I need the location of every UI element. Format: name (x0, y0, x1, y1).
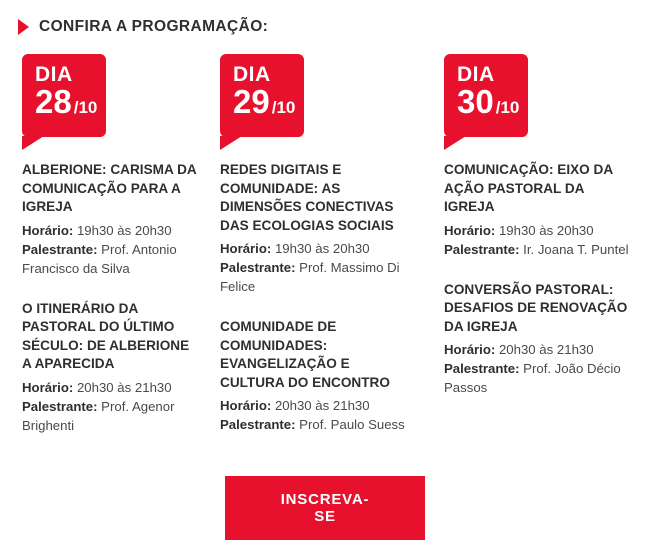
palestrante-label: Palestrante: (22, 398, 98, 414)
play-triangle-icon (18, 19, 29, 35)
event-speaker (444, 359, 636, 397)
date-badge-1-day: 28 (35, 83, 72, 120)
horario-value: 19h30 às 20h30 (274, 241, 370, 256)
horario-value: 20h30 às 21h30 (274, 398, 370, 413)
event-item (444, 281, 636, 398)
event-title: CONVERSÃO PASTORAL: DESAFIOS DE RENOVAÇÃO DA IGREJA (444, 281, 628, 334)
event-title: COMUNIDADE DE COMUNIDADES: EVANGELIZAÇÃO E CULTURA DO ENCONTRO (220, 319, 390, 390)
section-header (0, 0, 650, 36)
date-badge-3-date (457, 85, 528, 125)
horario-value: 19h30 às 20h30 (498, 222, 594, 238)
date-badge-1-dia: DIA (35, 63, 73, 86)
horario-label: Horário: (444, 342, 496, 357)
horario-label: Horário: (220, 241, 272, 256)
event-item (444, 161, 636, 259)
palestrante-label: Palestrante: (444, 361, 520, 376)
event-speaker (22, 240, 198, 278)
event-speaker (444, 240, 636, 259)
horario-label: Horário: (220, 398, 272, 413)
horario-value: 20h30 às 21h30 (76, 379, 172, 395)
event-time (444, 221, 636, 240)
event-title: O ITINERÁRIO DA PASTORAL DO ÚLTIMO SÉCULO: DE ALBERIONE A APARECIDA (22, 300, 190, 371)
date-badge-3-dia: DIA (457, 63, 495, 86)
horario-value: 19h30 às 20h30 (76, 222, 172, 238)
date-badge-3-month: /10 (495, 98, 520, 117)
horario-label: Horário: (22, 222, 74, 238)
event-time (220, 396, 416, 415)
event-item (220, 161, 416, 296)
event-speaker (220, 415, 416, 434)
event-speaker (220, 258, 416, 296)
palestrante-label: Palestrante: (444, 241, 520, 257)
schedule-columns (0, 36, 650, 457)
schedule-column-day-2 (212, 54, 430, 457)
horario-label: Horário: (444, 222, 496, 238)
date-badge-1-date (35, 85, 106, 125)
cta-area (0, 476, 650, 540)
horario-value: 20h30 às 21h30 (498, 342, 594, 357)
date-badge-1-month: /10 (73, 98, 98, 117)
event-time (220, 239, 416, 258)
date-badge-1 (22, 54, 106, 137)
inscreva-se-button[interactable]: INSCREVA-SE (225, 476, 425, 540)
palestrante-value: Prof. Paulo Suess (299, 417, 405, 432)
event-title: COMUNICAÇÃO: EIXO DA AÇÃO PASTORAL DA IGREJA (444, 162, 613, 214)
date-badge-2-date (233, 85, 304, 125)
event-item (22, 300, 198, 435)
palestrante-value: Prof. João Décio Passos (444, 361, 621, 395)
event-time (22, 221, 198, 240)
date-badge-3-day: 30 (457, 83, 494, 120)
event-title: ALBERIONE: CARISMA DA COMUNICAÇÃO PARA A IGREJA (22, 162, 197, 214)
palestrante-value: Prof. Massimo Di Felice (220, 260, 400, 294)
palestrante-value: Ir. Joana T. Puntel (523, 241, 629, 257)
date-badge-3 (444, 54, 528, 137)
date-badge-2 (220, 54, 304, 137)
palestrante-value: Prof. Antonio Francisco da Silva (22, 241, 177, 276)
palestrante-value: Prof. Agenor Brighenti (22, 398, 175, 433)
event-item (22, 161, 198, 278)
date-badge-2-day: 29 (233, 83, 270, 120)
horario-label: Horário: (22, 379, 74, 395)
palestrante-label: Palestrante: (220, 417, 296, 432)
event-speaker (22, 397, 198, 435)
date-badge-2-month: /10 (271, 98, 296, 117)
schedule-column-day-1 (0, 54, 212, 457)
event-item (220, 318, 416, 434)
date-badge-2-dia: DIA (233, 63, 271, 86)
page-title: CONFIRA A PROGRAMAÇÃO: (39, 18, 269, 35)
palestrante-label: Palestrante: (22, 241, 98, 257)
event-title: REDES DIGITAIS E COMUNIDADE: AS DIMENSÕES CONECTIVAS DAS ECOLOGIAS SOCIAIS (220, 162, 394, 233)
event-time (22, 378, 198, 397)
palestrante-label: Palestrante: (220, 260, 296, 275)
event-time (444, 340, 636, 359)
schedule-column-day-3 (430, 54, 650, 457)
